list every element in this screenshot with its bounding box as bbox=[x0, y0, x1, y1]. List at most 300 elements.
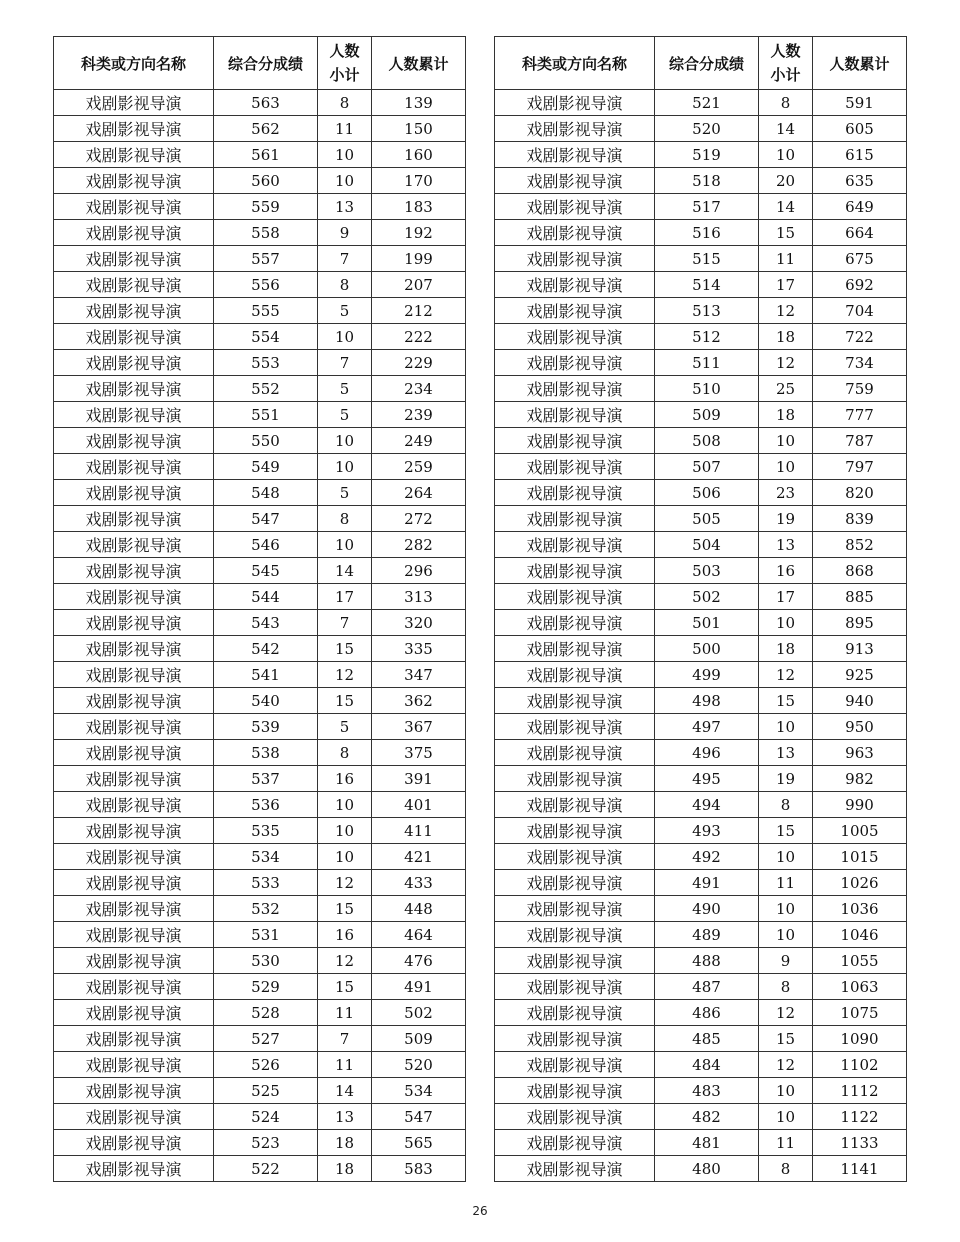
cell-cumulative: 605 bbox=[813, 116, 907, 142]
table-row bbox=[495, 324, 907, 350]
table-row bbox=[54, 818, 466, 844]
cell-count: 15 bbox=[759, 1026, 813, 1052]
cell-cumulative: 464 bbox=[372, 922, 466, 948]
cell-cumulative: 649 bbox=[813, 194, 907, 220]
cell-name: 戏剧影视导演 bbox=[54, 324, 214, 350]
header-cumulative: 人数累计 bbox=[813, 37, 907, 90]
table-row bbox=[54, 948, 466, 974]
cell-count: 10 bbox=[759, 714, 813, 740]
cell-name: 戏剧影视导演 bbox=[54, 714, 214, 740]
cell-count: 5 bbox=[318, 480, 372, 506]
table-row bbox=[495, 480, 907, 506]
cell-score: 544 bbox=[214, 584, 318, 610]
table-row bbox=[54, 558, 466, 584]
table-row bbox=[495, 246, 907, 272]
cell-count: 7 bbox=[318, 610, 372, 636]
cell-name: 戏剧影视导演 bbox=[495, 90, 655, 116]
cell-score: 523 bbox=[214, 1130, 318, 1156]
cell-cumulative: 296 bbox=[372, 558, 466, 584]
cell-name: 戏剧影视导演 bbox=[495, 766, 655, 792]
cell-count: 10 bbox=[318, 168, 372, 194]
table-row bbox=[495, 428, 907, 454]
cell-cumulative: 885 bbox=[813, 584, 907, 610]
table-row bbox=[54, 1156, 466, 1182]
cell-name: 戏剧影视导演 bbox=[495, 1026, 655, 1052]
table-row bbox=[54, 740, 466, 766]
cell-cumulative: 320 bbox=[372, 610, 466, 636]
cell-name: 戏剧影视导演 bbox=[54, 220, 214, 246]
table-row bbox=[495, 688, 907, 714]
cell-cumulative: 160 bbox=[372, 142, 466, 168]
table-row bbox=[54, 1052, 466, 1078]
header-score: 综合分成绩 bbox=[214, 37, 318, 90]
header-count bbox=[759, 37, 813, 90]
cell-name: 戏剧影视导演 bbox=[495, 402, 655, 428]
cell-name: 戏剧影视导演 bbox=[54, 90, 214, 116]
cell-count: 10 bbox=[759, 844, 813, 870]
cell-cumulative: 411 bbox=[372, 818, 466, 844]
table-row bbox=[495, 454, 907, 480]
cell-score: 560 bbox=[214, 168, 318, 194]
cell-score: 562 bbox=[214, 116, 318, 142]
cell-count: 11 bbox=[318, 116, 372, 142]
cell-cumulative: 234 bbox=[372, 376, 466, 402]
cell-count: 23 bbox=[759, 480, 813, 506]
table-row bbox=[495, 818, 907, 844]
cell-name: 戏剧影视导演 bbox=[54, 1130, 214, 1156]
cell-score: 503 bbox=[655, 558, 759, 584]
table-row bbox=[495, 948, 907, 974]
table-row bbox=[54, 662, 466, 688]
cell-name: 戏剧影视导演 bbox=[495, 220, 655, 246]
cell-score: 487 bbox=[655, 974, 759, 1000]
table-row bbox=[54, 974, 466, 1000]
cell-cumulative: 615 bbox=[813, 142, 907, 168]
cell-score: 563 bbox=[214, 90, 318, 116]
cell-cumulative: 963 bbox=[813, 740, 907, 766]
table-row bbox=[495, 194, 907, 220]
table-row bbox=[54, 350, 466, 376]
cell-count: 15 bbox=[759, 220, 813, 246]
cell-cumulative: 1102 bbox=[813, 1052, 907, 1078]
cell-count: 12 bbox=[759, 1000, 813, 1026]
cell-cumulative: 591 bbox=[813, 90, 907, 116]
table-row bbox=[495, 1078, 907, 1104]
table-row bbox=[495, 974, 907, 1000]
cell-score: 515 bbox=[655, 246, 759, 272]
cell-score: 493 bbox=[655, 818, 759, 844]
cell-cumulative: 1015 bbox=[813, 844, 907, 870]
cell-count: 12 bbox=[759, 662, 813, 688]
table-row bbox=[495, 662, 907, 688]
table-row bbox=[54, 324, 466, 350]
cell-cumulative: 852 bbox=[813, 532, 907, 558]
cell-name: 戏剧影视导演 bbox=[54, 922, 214, 948]
cell-name: 戏剧影视导演 bbox=[54, 402, 214, 428]
cell-name: 戏剧影视导演 bbox=[54, 194, 214, 220]
cell-cumulative: 1055 bbox=[813, 948, 907, 974]
cell-cumulative: 1090 bbox=[813, 1026, 907, 1052]
cell-cumulative: 1036 bbox=[813, 896, 907, 922]
table-row bbox=[54, 428, 466, 454]
cell-cumulative: 335 bbox=[372, 636, 466, 662]
cell-cumulative: 150 bbox=[372, 116, 466, 142]
cell-count: 15 bbox=[318, 896, 372, 922]
table-row bbox=[54, 454, 466, 480]
cell-score: 532 bbox=[214, 896, 318, 922]
cell-cumulative: 207 bbox=[372, 272, 466, 298]
cell-count: 12 bbox=[759, 350, 813, 376]
cell-name: 戏剧影视导演 bbox=[495, 428, 655, 454]
cell-score: 528 bbox=[214, 1000, 318, 1026]
table-row bbox=[495, 532, 907, 558]
table-row bbox=[54, 142, 466, 168]
cell-count: 12 bbox=[759, 1052, 813, 1078]
cell-count: 7 bbox=[318, 1026, 372, 1052]
cell-cumulative: 797 bbox=[813, 454, 907, 480]
cell-count: 18 bbox=[318, 1130, 372, 1156]
cell-name: 戏剧影视导演 bbox=[54, 974, 214, 1000]
table-row bbox=[54, 1000, 466, 1026]
cell-name: 戏剧影视导演 bbox=[54, 896, 214, 922]
cell-name: 戏剧影视导演 bbox=[54, 532, 214, 558]
cell-count: 8 bbox=[318, 272, 372, 298]
cell-count: 10 bbox=[759, 428, 813, 454]
cell-count: 14 bbox=[318, 558, 372, 584]
cell-name: 戏剧影视导演 bbox=[495, 792, 655, 818]
cell-name: 戏剧影视导演 bbox=[54, 610, 214, 636]
cell-name: 戏剧影视导演 bbox=[54, 350, 214, 376]
table-row bbox=[495, 1026, 907, 1052]
cell-name: 戏剧影视导演 bbox=[495, 922, 655, 948]
cell-name: 戏剧影视导演 bbox=[54, 818, 214, 844]
cell-score: 536 bbox=[214, 792, 318, 818]
cell-cumulative: 448 bbox=[372, 896, 466, 922]
cell-count: 18 bbox=[318, 1156, 372, 1182]
cell-cumulative: 895 bbox=[813, 610, 907, 636]
cell-score: 507 bbox=[655, 454, 759, 480]
cell-count: 11 bbox=[318, 1000, 372, 1026]
cell-score: 520 bbox=[655, 116, 759, 142]
cell-count: 15 bbox=[759, 688, 813, 714]
cell-count: 19 bbox=[759, 506, 813, 532]
cell-cumulative: 722 bbox=[813, 324, 907, 350]
cell-count: 18 bbox=[759, 402, 813, 428]
cell-count: 14 bbox=[759, 194, 813, 220]
cell-cumulative: 391 bbox=[372, 766, 466, 792]
cell-count: 13 bbox=[759, 532, 813, 558]
cell-name: 戏剧影视导演 bbox=[495, 194, 655, 220]
table-row bbox=[495, 168, 907, 194]
cell-cumulative: 1122 bbox=[813, 1104, 907, 1130]
cell-cumulative: 583 bbox=[372, 1156, 466, 1182]
cell-score: 540 bbox=[214, 688, 318, 714]
table-row bbox=[54, 376, 466, 402]
cell-cumulative: 362 bbox=[372, 688, 466, 714]
cell-cumulative: 839 bbox=[813, 506, 907, 532]
cell-cumulative: 259 bbox=[372, 454, 466, 480]
cell-name: 戏剧影视导演 bbox=[495, 558, 655, 584]
cell-name: 戏剧影视导演 bbox=[54, 558, 214, 584]
cell-score: 492 bbox=[655, 844, 759, 870]
cell-count: 16 bbox=[318, 922, 372, 948]
cell-score: 521 bbox=[655, 90, 759, 116]
table-row bbox=[495, 1000, 907, 1026]
cell-name: 戏剧影视导演 bbox=[495, 246, 655, 272]
cell-score: 519 bbox=[655, 142, 759, 168]
cell-count: 17 bbox=[759, 584, 813, 610]
cell-name: 戏剧影视导演 bbox=[54, 428, 214, 454]
table-row bbox=[54, 1078, 466, 1104]
cell-name: 戏剧影视导演 bbox=[495, 870, 655, 896]
table-row bbox=[495, 90, 907, 116]
table-row bbox=[495, 376, 907, 402]
cell-score: 504 bbox=[655, 532, 759, 558]
cell-name: 戏剧影视导演 bbox=[54, 298, 214, 324]
cell-count: 15 bbox=[759, 818, 813, 844]
cell-score: 517 bbox=[655, 194, 759, 220]
cell-name: 戏剧影视导演 bbox=[495, 1156, 655, 1182]
table-row bbox=[54, 116, 466, 142]
cell-count: 10 bbox=[318, 792, 372, 818]
table-row bbox=[54, 844, 466, 870]
cell-cumulative: 913 bbox=[813, 636, 907, 662]
cell-score: 549 bbox=[214, 454, 318, 480]
cell-score: 512 bbox=[655, 324, 759, 350]
table-row bbox=[54, 402, 466, 428]
cell-cumulative: 375 bbox=[372, 740, 466, 766]
cell-name: 戏剧影视导演 bbox=[495, 584, 655, 610]
cell-count: 18 bbox=[759, 636, 813, 662]
cell-name: 戏剧影视导演 bbox=[495, 610, 655, 636]
table-row bbox=[495, 116, 907, 142]
cell-score: 537 bbox=[214, 766, 318, 792]
cell-name: 戏剧影视导演 bbox=[54, 1078, 214, 1104]
cell-score: 542 bbox=[214, 636, 318, 662]
table-row bbox=[54, 480, 466, 506]
table-row bbox=[495, 844, 907, 870]
cell-score: 502 bbox=[655, 584, 759, 610]
cell-cumulative: 520 bbox=[372, 1052, 466, 1078]
cell-count: 10 bbox=[759, 922, 813, 948]
cell-score: 511 bbox=[655, 350, 759, 376]
cell-count: 7 bbox=[318, 246, 372, 272]
cell-name: 戏剧影视导演 bbox=[495, 714, 655, 740]
cell-name: 戏剧影视导演 bbox=[54, 480, 214, 506]
cell-count: 18 bbox=[759, 324, 813, 350]
cell-cumulative: 491 bbox=[372, 974, 466, 1000]
cell-cumulative: 139 bbox=[372, 90, 466, 116]
cell-cumulative: 950 bbox=[813, 714, 907, 740]
cell-count: 10 bbox=[318, 844, 372, 870]
table-row bbox=[495, 298, 907, 324]
cell-cumulative: 170 bbox=[372, 168, 466, 194]
table-row bbox=[495, 558, 907, 584]
cell-name: 戏剧影视导演 bbox=[54, 376, 214, 402]
cell-score: 522 bbox=[214, 1156, 318, 1182]
cell-cumulative: 476 bbox=[372, 948, 466, 974]
cell-score: 500 bbox=[655, 636, 759, 662]
cell-cumulative: 1141 bbox=[813, 1156, 907, 1182]
table-row bbox=[495, 1104, 907, 1130]
cell-score: 543 bbox=[214, 610, 318, 636]
cell-name: 戏剧影视导演 bbox=[495, 350, 655, 376]
cell-cumulative: 1026 bbox=[813, 870, 907, 896]
table-row bbox=[54, 610, 466, 636]
cell-name: 戏剧影视导演 bbox=[54, 662, 214, 688]
cell-score: 482 bbox=[655, 1104, 759, 1130]
table-row bbox=[495, 636, 907, 662]
table-row bbox=[54, 792, 466, 818]
table-row bbox=[54, 714, 466, 740]
cell-cumulative: 1112 bbox=[813, 1078, 907, 1104]
cell-score: 533 bbox=[214, 870, 318, 896]
cell-cumulative: 734 bbox=[813, 350, 907, 376]
cell-score: 486 bbox=[655, 1000, 759, 1026]
cell-score: 480 bbox=[655, 1156, 759, 1182]
cell-count: 11 bbox=[759, 1130, 813, 1156]
cell-cumulative: 1133 bbox=[813, 1130, 907, 1156]
cell-count: 19 bbox=[759, 766, 813, 792]
cell-cumulative: 777 bbox=[813, 402, 907, 428]
cell-cumulative: 183 bbox=[372, 194, 466, 220]
cell-count: 10 bbox=[759, 454, 813, 480]
cell-name: 戏剧影视导演 bbox=[54, 1052, 214, 1078]
table-row bbox=[54, 922, 466, 948]
cell-score: 498 bbox=[655, 688, 759, 714]
cell-name: 戏剧影视导演 bbox=[495, 1000, 655, 1026]
table-row bbox=[495, 1156, 907, 1182]
cell-cumulative: 675 bbox=[813, 246, 907, 272]
cell-count: 11 bbox=[759, 246, 813, 272]
cell-score: 495 bbox=[655, 766, 759, 792]
table-header-row bbox=[495, 37, 907, 90]
table-row bbox=[54, 272, 466, 298]
cell-count: 10 bbox=[759, 1078, 813, 1104]
cell-score: 510 bbox=[655, 376, 759, 402]
score-table-left bbox=[53, 36, 466, 1182]
cell-cumulative: 222 bbox=[372, 324, 466, 350]
cell-cumulative: 1063 bbox=[813, 974, 907, 1000]
cell-cumulative: 199 bbox=[372, 246, 466, 272]
cell-score: 516 bbox=[655, 220, 759, 246]
cell-score: 545 bbox=[214, 558, 318, 584]
cell-cumulative: 1046 bbox=[813, 922, 907, 948]
cell-cumulative: 367 bbox=[372, 714, 466, 740]
cell-name: 戏剧影视导演 bbox=[495, 818, 655, 844]
table-row bbox=[54, 636, 466, 662]
cell-cumulative: 313 bbox=[372, 584, 466, 610]
cell-count: 10 bbox=[318, 428, 372, 454]
table-row bbox=[54, 506, 466, 532]
cell-score: 556 bbox=[214, 272, 318, 298]
cell-score: 554 bbox=[214, 324, 318, 350]
cell-score: 491 bbox=[655, 870, 759, 896]
cell-cumulative: 820 bbox=[813, 480, 907, 506]
cell-name: 戏剧影视导演 bbox=[54, 246, 214, 272]
cell-count: 8 bbox=[759, 974, 813, 1000]
cell-score: 541 bbox=[214, 662, 318, 688]
cell-cumulative: 502 bbox=[372, 1000, 466, 1026]
cell-cumulative: 759 bbox=[813, 376, 907, 402]
cell-name: 戏剧影视导演 bbox=[54, 870, 214, 896]
table-row bbox=[54, 532, 466, 558]
cell-name: 戏剧影视导演 bbox=[495, 844, 655, 870]
cell-cumulative: 272 bbox=[372, 506, 466, 532]
cell-name: 戏剧影视导演 bbox=[54, 844, 214, 870]
cell-count: 8 bbox=[759, 792, 813, 818]
cell-name: 戏剧影视导演 bbox=[495, 1052, 655, 1078]
cell-name: 戏剧影视导演 bbox=[54, 792, 214, 818]
cell-score: 524 bbox=[214, 1104, 318, 1130]
cell-score: 527 bbox=[214, 1026, 318, 1052]
cell-count: 10 bbox=[318, 532, 372, 558]
cell-count: 12 bbox=[759, 298, 813, 324]
cell-score: 488 bbox=[655, 948, 759, 974]
cell-name: 戏剧影视导演 bbox=[54, 272, 214, 298]
cell-count: 11 bbox=[318, 1052, 372, 1078]
cell-name: 戏剧影视导演 bbox=[495, 974, 655, 1000]
cell-count: 7 bbox=[318, 350, 372, 376]
cell-name: 戏剧影视导演 bbox=[54, 454, 214, 480]
cell-name: 戏剧影视导演 bbox=[54, 1000, 214, 1026]
cell-name: 戏剧影视导演 bbox=[495, 740, 655, 766]
header-name: 科类或方向名称 bbox=[495, 37, 655, 90]
cell-name: 戏剧影视导演 bbox=[54, 168, 214, 194]
cell-count: 11 bbox=[759, 870, 813, 896]
cell-count: 10 bbox=[759, 1104, 813, 1130]
cell-name: 戏剧影视导演 bbox=[54, 948, 214, 974]
cell-score: 553 bbox=[214, 350, 318, 376]
cell-score: 497 bbox=[655, 714, 759, 740]
cell-cumulative: 990 bbox=[813, 792, 907, 818]
cell-cumulative: 401 bbox=[372, 792, 466, 818]
cell-count: 10 bbox=[318, 142, 372, 168]
cell-score: 561 bbox=[214, 142, 318, 168]
table-row bbox=[495, 220, 907, 246]
cell-cumulative: 664 bbox=[813, 220, 907, 246]
cell-count: 15 bbox=[318, 636, 372, 662]
cell-score: 548 bbox=[214, 480, 318, 506]
cell-name: 戏剧影视导演 bbox=[495, 324, 655, 350]
cell-name: 戏剧影视导演 bbox=[54, 116, 214, 142]
cell-count: 8 bbox=[318, 506, 372, 532]
cell-name: 戏剧影视导演 bbox=[495, 272, 655, 298]
cell-score: 526 bbox=[214, 1052, 318, 1078]
cell-count: 8 bbox=[318, 740, 372, 766]
cell-score: 501 bbox=[655, 610, 759, 636]
cell-cumulative: 534 bbox=[372, 1078, 466, 1104]
cell-cumulative: 692 bbox=[813, 272, 907, 298]
cell-score: 538 bbox=[214, 740, 318, 766]
cell-count: 9 bbox=[318, 220, 372, 246]
table-row bbox=[54, 1130, 466, 1156]
cell-score: 550 bbox=[214, 428, 318, 454]
cell-count: 15 bbox=[318, 974, 372, 1000]
cell-score: 531 bbox=[214, 922, 318, 948]
cell-count: 8 bbox=[318, 90, 372, 116]
table-row bbox=[54, 584, 466, 610]
cell-name: 戏剧影视导演 bbox=[54, 766, 214, 792]
cell-score: 534 bbox=[214, 844, 318, 870]
table-row bbox=[495, 1130, 907, 1156]
header-cumulative: 人数累计 bbox=[372, 37, 466, 90]
cell-score: 529 bbox=[214, 974, 318, 1000]
cell-score: 546 bbox=[214, 532, 318, 558]
cell-score: 481 bbox=[655, 1130, 759, 1156]
cell-name: 戏剧影视导演 bbox=[54, 1156, 214, 1182]
table-header-row bbox=[54, 37, 466, 90]
